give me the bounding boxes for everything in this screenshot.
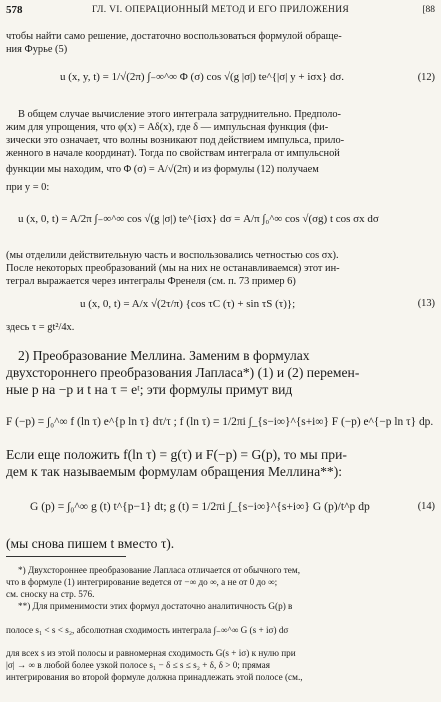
text-line-large: дем к так называемым формулам обращения Меллина**): bbox=[6, 464, 343, 479]
text-line: функции мы находим, что Φ (σ) = A/√(2π) и из формулы (12) получаем bbox=[6, 164, 319, 175]
text-line: при y = 0: bbox=[6, 182, 50, 193]
footnote-line: полосе s₁ < s < s₂, абсолютная сходимость интеграла ∫₋∞^∞ G (s + iσ) dσ bbox=[6, 625, 289, 635]
text-line-large: ные p на −p и t на τ = eᵗ; эти формулы примут вид bbox=[6, 382, 293, 397]
text-line-large: (мы снова пишем t вместо τ). bbox=[6, 536, 175, 551]
text-line: (мы отделили действительную часть и воспользовались четностью cos σx). bbox=[6, 250, 339, 261]
section-number: [88 bbox=[422, 5, 435, 15]
footnote-line: см. сноску на стр. 576. bbox=[6, 589, 95, 599]
footnote-line: для всех s из этой полосы и равномерная сходимость G(s + iσ) к нулю при bbox=[6, 648, 296, 658]
text-line: После некоторых преобразований (мы на них не останавливаемся) этот ин- bbox=[6, 263, 340, 274]
formula-13: u (x, 0, t) = A/x √(2τ/π) {cos τC (τ) + sin τS (τ)}; bbox=[80, 298, 296, 310]
footnote-line: интегрирования во второй формуле должна принадлежать этой полосе (см., bbox=[6, 672, 303, 682]
running-title: ГЛ. VI. ОПЕРАЦИОННЫЙ МЕТОД И ЕГО ПРИЛОЖЕНИЯ bbox=[91, 5, 350, 15]
formula-laplace-mellin: F (−p) = ∫₀^∞ f (ln τ) e^{p ln τ} dτ/τ ; f (ln τ) = 1/2πi ∫_{s−i∞}^{s+i∞} F (−p) e^{−p ln τ} dp. bbox=[6, 416, 434, 428]
text-line: ния Фурье (5) bbox=[6, 44, 68, 55]
equation-number: (13) bbox=[417, 298, 435, 309]
page-number: 578 bbox=[6, 4, 23, 16]
text-line-large: 2) Преобразование Меллина. Заменим в формулах bbox=[18, 348, 310, 363]
running-header bbox=[6, 4, 435, 20]
text-line: здесь τ = gt²/4x. bbox=[6, 322, 75, 333]
text-line: жим для упрощения, что φ(x) = Aδ(x), где δ — импульсная функция (фи- bbox=[6, 122, 329, 133]
formula-14: G (p) = ∫₀^∞ g (t) t^{p−1} dt; g (t) = 1/2πi ∫_{s−i∞}^{s+i∞} G (p)/t^p dp bbox=[30, 500, 370, 513]
text-line-large: двухстороннего преобразования Лапласа*) (1) и (2) перемен- bbox=[6, 365, 360, 380]
text-line: чтобы найти само решение, достаточно воспользоваться формулой обраще- bbox=[6, 31, 342, 42]
formula-12: u (x, y, t) = 1/√(2π) ∫₋∞^∞ Φ (σ) cos √(g |σ|) te^{|σ| y + iσx} dσ. bbox=[60, 71, 345, 83]
footnote-line: |σ| → ∞ в любой более узкой полосе s₁ − δ ≤ s ≤ s₂ + δ, δ > 0; прямая bbox=[6, 660, 270, 670]
text-line: женного в начале координат). Тогда по свойствам интеграла от импульсной bbox=[6, 148, 340, 159]
text-line: зически это означает, что волны возникают под действием импульса, прило- bbox=[6, 135, 345, 146]
formula-u-x0t: u (x, 0, t) = A/2π ∫₋∞^∞ cos √(g |σ|) te^{iσx} dσ = A/π ∫₀^∞ cos √(σg) t cos σx dσ bbox=[18, 213, 379, 225]
equation-number: (14) bbox=[417, 501, 435, 512]
equation-number: (12) bbox=[417, 72, 435, 83]
footnote-rule bbox=[6, 556, 126, 557]
text-line: теграл выражается через интегралы Френеля (см. п. 73 пример 6) bbox=[6, 276, 296, 287]
text-line: В общем случае вычисление этого интеграла затруднительно. Предполо- bbox=[18, 109, 342, 120]
footnote-line: что в формуле (1) интегрирование ведется от −∞ до ∞, а не от 0 до ∞; bbox=[6, 577, 278, 587]
text-line-large: Если еще положить f(ln τ) = g(τ) и F(−p) = G(p), то мы при- bbox=[6, 447, 347, 462]
footnote-line: *) Двухстороннее преобразование Лапласа отличается от обычного тем, bbox=[18, 565, 300, 575]
footnote-line: **) Для применимости этих формул достаточно аналитичность G(p) в bbox=[18, 601, 293, 611]
